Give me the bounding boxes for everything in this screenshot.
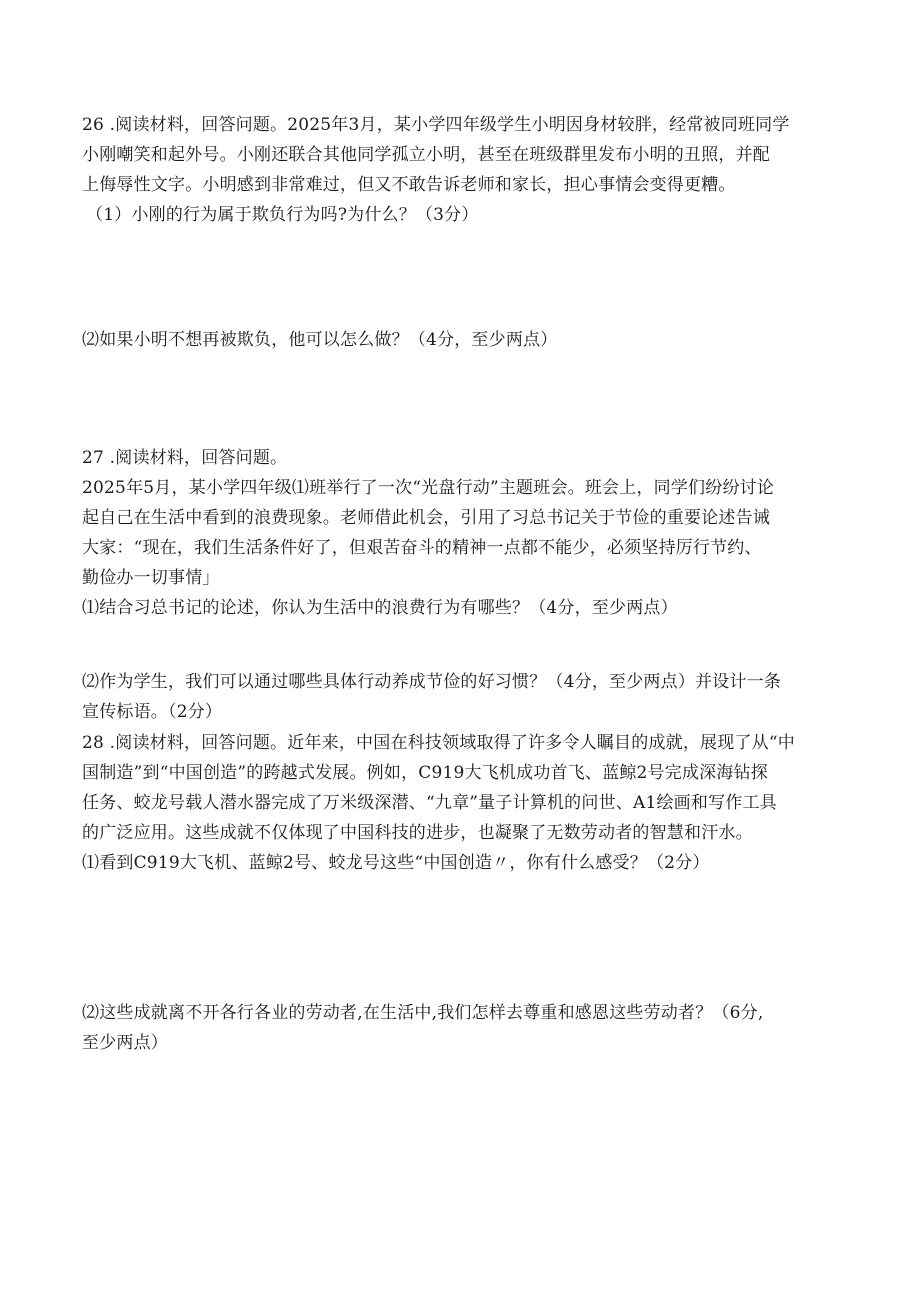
q28-subquestion-2-line-2: 至少两点） xyxy=(82,1033,168,1053)
q27-subquestion-2-line-2: 宣传标语。（2分） xyxy=(82,702,223,722)
q27-stem-line-3: 起自己在生活中看到的浪费现象。老师借此机会，引用了习总书记关于节俭的重要论述告诫 xyxy=(82,508,770,528)
q28-stem-line-2: 国制造”到“中国创造”的跨越式发展。例如，C919大飞机成功首飞、蓝鲸2号完成深海钻探 xyxy=(82,763,768,783)
q27-stem-line-1: 27 .阅读材料，回答问题。 xyxy=(82,448,288,468)
q28-stem-line-3: 任务、蛟龙号载人潜水器完成了万米级深潜、“九章”量子计算机的问世、A1绘画和写作工具 xyxy=(82,793,777,813)
q27-stem-line-5: 勤俭办一切事情」 xyxy=(82,568,220,588)
q27-stem-line-4: 大家：“现在，我们生活条件好了，但艰苦奋斗的精神一点都不能少，必须坚持厉行节约、 xyxy=(82,538,762,558)
q28-stem-line-1: 28 .阅读材料，回答问题。近年来，中国在科技领域取得了许多令人瞩目的成就，展现了从“中 xyxy=(82,733,795,753)
q26-stem-line-3: 上侮辱性文字。小明感到非常难过，但又不敢告诉老师和家长，担心事情会变得更糟。 xyxy=(82,175,736,195)
q26-stem-line-2: 小刚嘲笑和起外号。小刚还联合其他同学孤立小明，甚至在班级群里发布小明的丑照，并配 xyxy=(82,145,770,165)
q27-subquestion-2-line-1: ⑵作为学生，我们可以通过哪些具体行动养成节俭的好习惯？（4分，至少两点）并设计一条 xyxy=(82,672,782,692)
q27-stem-line-2: 2025年5月，某小学四年级⑴班举行了一次“光盘行动”主题班会。班会上，同学们纷纷讨论 xyxy=(82,478,775,498)
q26-subquestion-1: （1）小刚的行为属于欺负行为吗?为什么？（3分） xyxy=(86,205,479,225)
q27-subquestion-1: ⑴结合习总书记的论述，你认为生活中的浪费行为有哪些？（4分，至少两点） xyxy=(82,598,678,618)
q28-subquestion-2-line-1: ⑵这些成就离不开各行各业的劳动者,在生活中,我们怎样去尊重和感恩这些劳动者？（6分, xyxy=(82,1003,764,1023)
q28-subquestion-1: ⑴看到C919大飞机、蓝鲸2号、蛟龙号这些“中国创造〃，你有什么感受？（2分） xyxy=(82,853,710,873)
q26-subquestion-2: ⑵如果小明不想再被欺负，他可以怎么做？（4分，至少两点） xyxy=(82,330,558,350)
q28-stem-line-4: 的广泛应用。这些成就不仅体现了中国科技的进步，也凝聚了无数劳动者的智慧和汗水。 xyxy=(82,823,753,843)
q26-stem-line-1: 26 .阅读材料，回答问题。2025年3月，某小学四年级学生小明因身材较胖，经常被同班同学 xyxy=(82,115,790,135)
